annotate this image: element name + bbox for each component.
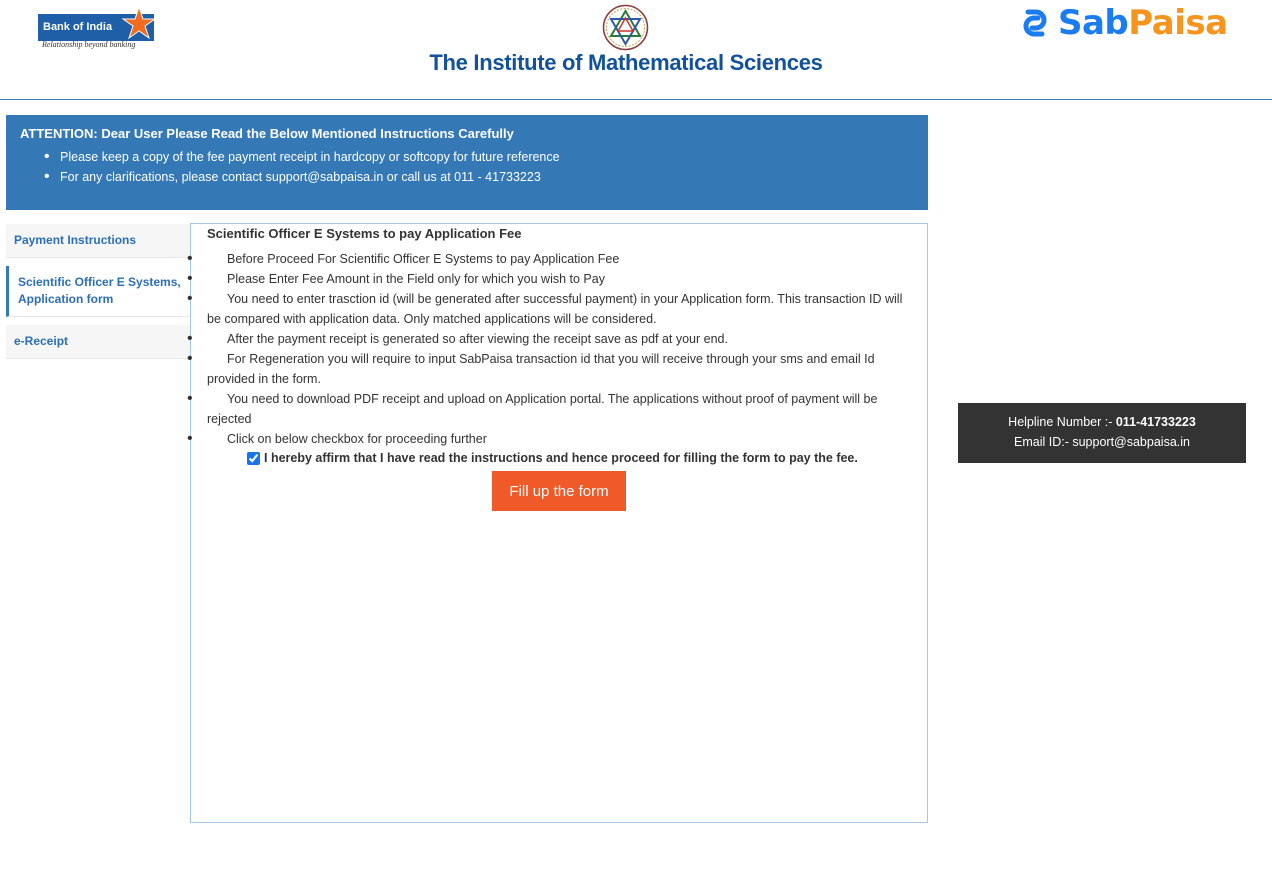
affirm-label[interactable]: I hereby affirm that I have read the instructions and hence proceed for filling the form to pay the fee.: [264, 451, 858, 465]
affirm-checkbox[interactable]: [247, 452, 260, 465]
bank-of-india-logo: [38, 6, 156, 50]
panel-title: Scientific Officer E Systems to pay Application Fee: [207, 226, 522, 241]
attention-box: [6, 115, 928, 210]
sabpaisa-wordmark-sab: Sab: [1058, 3, 1129, 43]
sidebar-item-application-form[interactable]: Scientific Officer E Systems, Application form: [6, 266, 190, 317]
fill-form-button[interactable]: Fill up the form: [492, 471, 626, 511]
attention-list: [20, 147, 914, 187]
institute-title: The Institute of Mathematical Sciences: [429, 50, 823, 75]
sabpaisa-wordmark-paisa: Paisa: [1128, 3, 1228, 43]
helpline-label: Helpline Number :-: [1008, 415, 1116, 429]
instructions-list: [207, 249, 911, 449]
attention-item: • Please keep a copy of the fee payment receipt in hardcopy or softcopy for future reference: [60, 147, 914, 167]
helpline-number: 011-41733223: [1115, 415, 1196, 429]
instruction-item: • For Regeneration you will require to input SabPaisa transaction id that you will receive through your sms and email Id provided in the form.: [207, 349, 911, 389]
instruction-item: • You need to download PDF receipt and upload on Application portal. The applications without proof of payment will be rejected: [207, 389, 911, 429]
instruction-item: • You need to enter trasction id (will be generated after successful payment) in your Application form. This transaction ID will be compared with application data. Only matched applications will be considered.: [207, 289, 911, 329]
helpline-email: Email ID:- support@sabpaisa.in: [1014, 435, 1190, 449]
attention-item: • For any clarifications, please contact support@sabpaisa.in or call us at 011 - 41733223: [60, 167, 914, 187]
sidebar-item-payment-instructions[interactable]: Payment Instructions: [6, 224, 190, 258]
attention-title: ATTENTION: Dear User Please Read the Below Mentioned Instructions Carefully: [20, 126, 514, 141]
sabpaisa-wordmark: [1058, 4, 1228, 42]
page-header: [0, 0, 1272, 100]
helpline-box: [958, 403, 1246, 463]
instruction-item: • After the payment receipt is generated so after viewing the receipt save as pdf at your end.: [207, 329, 911, 349]
institute-emblem-icon: [602, 4, 649, 51]
instruction-item: • Click on below checkbox for proceeding further: [207, 429, 911, 449]
instruction-item: • Please Enter Fee Amount in the Field only for which you wish to Pay: [207, 269, 911, 289]
sidebar-nav: [6, 224, 190, 367]
sabpaisa-logo: [1018, 4, 1232, 42]
bank-star-icon: [122, 6, 156, 40]
bank-logo-tagline: Relationship beyond banking: [42, 40, 136, 49]
affirm-row: [247, 451, 911, 465]
sabpaisa-link-icon: [1018, 4, 1052, 42]
instructions-panel: [190, 223, 928, 823]
helpline-number-row: [958, 412, 1246, 432]
instruction-item: • Before Proceed For Scientific Officer E Systems to pay Application Fee: [207, 249, 911, 269]
bank-logo-text: Bank of India: [38, 14, 154, 41]
sidebar-item-e-receipt[interactable]: e-Receipt: [6, 325, 190, 359]
